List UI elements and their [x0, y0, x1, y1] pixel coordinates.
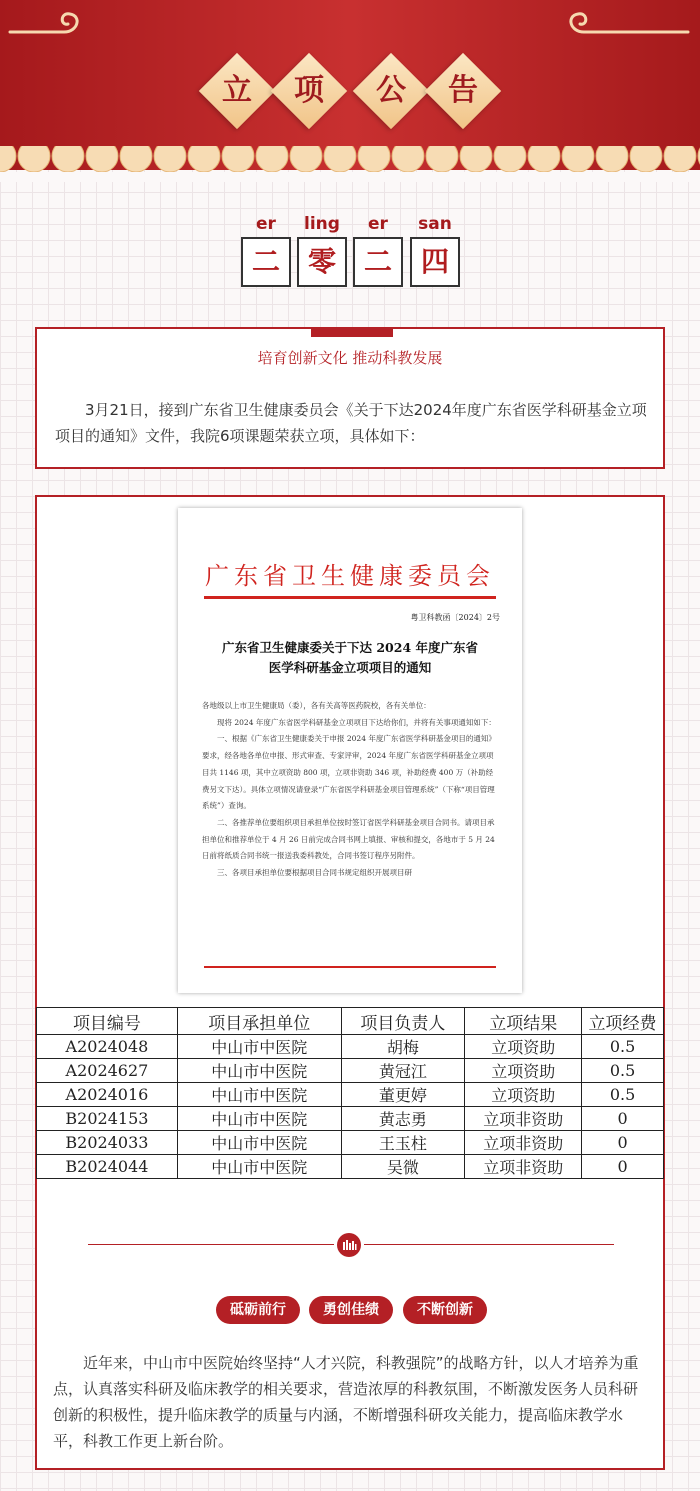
- table-cell: 中山市中医院: [177, 1059, 341, 1083]
- table-cell: 0: [582, 1107, 664, 1131]
- table-cell: 0.5: [582, 1059, 664, 1083]
- intro-box: [35, 327, 665, 469]
- doc-rule-top: [204, 596, 496, 599]
- table-row: [37, 1131, 664, 1155]
- table-header: 项目编号: [37, 1008, 178, 1035]
- year-char-4: 四: [410, 237, 460, 287]
- table-cell: B2024033: [37, 1131, 178, 1155]
- table-cell: A2024016: [37, 1083, 178, 1107]
- table-cell: 0: [582, 1155, 664, 1179]
- table-cell: 立项非资助: [465, 1107, 582, 1131]
- doc-paragraph: 各地级以上市卫生健康局（委），各有关高等医药院校，各有关单位：: [202, 701, 431, 710]
- title-diamond-2: [276, 58, 342, 124]
- project-table: [36, 1007, 664, 1179]
- doc-paragraph: 一、根据《广东省卫生健康委关于申报 2024 年度广东省医学科研基金项目的通知》要求，经各地各单位申报、形式审查、专家评审，2024 年度广东省医学科研基金立项项目共 1146 项，其中立项资助 800 项，立项非资助 346 项，补助经费 400 万（补助经费另文下达）。具体立项情况请登录“广东省医学科研基金项目管理系统”（下称“项目管理系统”）查询。: [202, 734, 496, 811]
- table-header: 立项结果: [465, 1008, 582, 1035]
- pinyin-1: er: [256, 214, 276, 234]
- doc-paragraph: 三、各项目承担单位要根据项目合同书规定组织开展项目研: [217, 868, 412, 878]
- table-cell: 立项资助: [465, 1083, 582, 1107]
- table-cell: A2024048: [37, 1035, 178, 1059]
- title-diamond-3: [358, 58, 424, 124]
- table-cell: 中山市中医院: [177, 1083, 341, 1107]
- table-cell: 王玉柱: [341, 1131, 465, 1155]
- scallop-border: [0, 146, 700, 182]
- doc-title: 广东省卫生健康委关于下达 2024 年度广东省 医学科研基金立项项目的通知: [222, 640, 478, 675]
- table-cell: 黄志勇: [341, 1107, 465, 1131]
- doc-paragraph: 现将 2024 年度广东省医学科研基金立项项目下达给你们，并将有关事项通知如下：: [217, 717, 496, 727]
- table-row: [37, 1107, 664, 1131]
- doc-paragraph: 二、各推荐单位要组织项目承担单位按时签订省医学科研基金项目合同书。请项目承担单位和推荐单位于 4 月 26 日前完成合同书网上填报、审核和提交，各地市于 5 月 24 日前将纸质合同书统一报送我委科教处，合同书签订程序另附件。: [202, 817, 495, 861]
- year-char-1: 二: [241, 237, 291, 287]
- year-char-2: 零: [297, 237, 347, 287]
- table-cell: 吴微: [341, 1155, 465, 1179]
- table-cell: 立项资助: [465, 1059, 582, 1083]
- table-cell: B2024153: [37, 1107, 178, 1131]
- notice-document-image: [178, 508, 522, 993]
- pinyin-3: er: [368, 214, 388, 234]
- swirl-left-icon: [8, 8, 88, 36]
- doc-body: [202, 698, 498, 950]
- table-cell: B2024044: [37, 1155, 178, 1179]
- title-diamond-4: [430, 58, 496, 124]
- sound-bars-icon: [337, 1233, 361, 1257]
- tag-pill-1: 砥砺前行: [216, 1296, 300, 1324]
- tag-pill-3: 不断创新: [403, 1296, 487, 1324]
- table-header-row: [37, 1008, 664, 1035]
- table-row: [37, 1035, 664, 1059]
- divider-line-right: [364, 1244, 614, 1245]
- table-header: 项目负责人: [341, 1008, 465, 1035]
- year-char-3: 二: [353, 237, 403, 287]
- divider-ornament: [337, 1233, 361, 1257]
- table-cell: 立项非资助: [465, 1131, 582, 1155]
- table-cell: 董更婷: [341, 1083, 465, 1107]
- intro-paragraph: 3月21日，接到广东省卫生健康委员会《关于下达2024年度广东省医学科研基金立项项目的通知》文件，我院6项课题荣获立项，具体如下：: [55, 401, 647, 445]
- table-cell: 立项资助: [465, 1035, 582, 1059]
- title-char: 项: [294, 73, 324, 108]
- tag-pill-2: 勇创佳绩: [309, 1296, 393, 1324]
- box-tab: [311, 327, 393, 337]
- title-char: 告: [448, 73, 478, 108]
- closing-paragraph: 近年来，中山市中医院始终坚持“人才兴院，科教强院”的战略方针，以人才培养为重点，认真落实科研及临床教学的相关要求，营造浓厚的科教氛围，不断激发医务人员科研创新的积极性，提升临床教学的质量与内涵，不断增强科研攻关能力，提高临床教学水平，科教工作更上新台阶。: [53, 1354, 639, 1450]
- pinyin-4: san: [418, 214, 452, 234]
- table-cell: 0: [582, 1131, 664, 1155]
- table-row: [37, 1059, 664, 1083]
- table-cell: 中山市中医院: [177, 1035, 341, 1059]
- divider-line-left: [88, 1244, 334, 1245]
- title-diamond-1: [204, 58, 270, 124]
- doc-header: 广东省卫生健康委员会: [205, 562, 495, 590]
- table-header: 项目承担单位: [177, 1008, 341, 1035]
- title-char: 立: [222, 73, 252, 108]
- intro-subtitle: 培育创新文化 推动科教发展: [257, 349, 443, 367]
- table-header: 立项经费: [582, 1008, 664, 1035]
- pinyin-2: ling: [304, 214, 340, 234]
- doc-number: 粤卫科教函〔2024〕2号: [410, 613, 500, 622]
- table-cell: 胡梅: [341, 1035, 465, 1059]
- title-char: 公: [376, 73, 406, 108]
- table-cell: 0.5: [582, 1083, 664, 1107]
- table-cell: A2024627: [37, 1059, 178, 1083]
- table-cell: 立项非资助: [465, 1155, 582, 1179]
- swirl-right-icon: [560, 8, 690, 36]
- table-row: [37, 1083, 664, 1107]
- table-cell: 中山市中医院: [177, 1155, 341, 1179]
- table-cell: 中山市中医院: [177, 1107, 341, 1131]
- table-cell: 中山市中医院: [177, 1131, 341, 1155]
- doc-rule-bottom: [204, 966, 496, 968]
- table-cell: 0.5: [582, 1035, 664, 1059]
- header-banner: [0, 0, 700, 170]
- table-row: [37, 1155, 664, 1179]
- table-cell: 黄冠江: [341, 1059, 465, 1083]
